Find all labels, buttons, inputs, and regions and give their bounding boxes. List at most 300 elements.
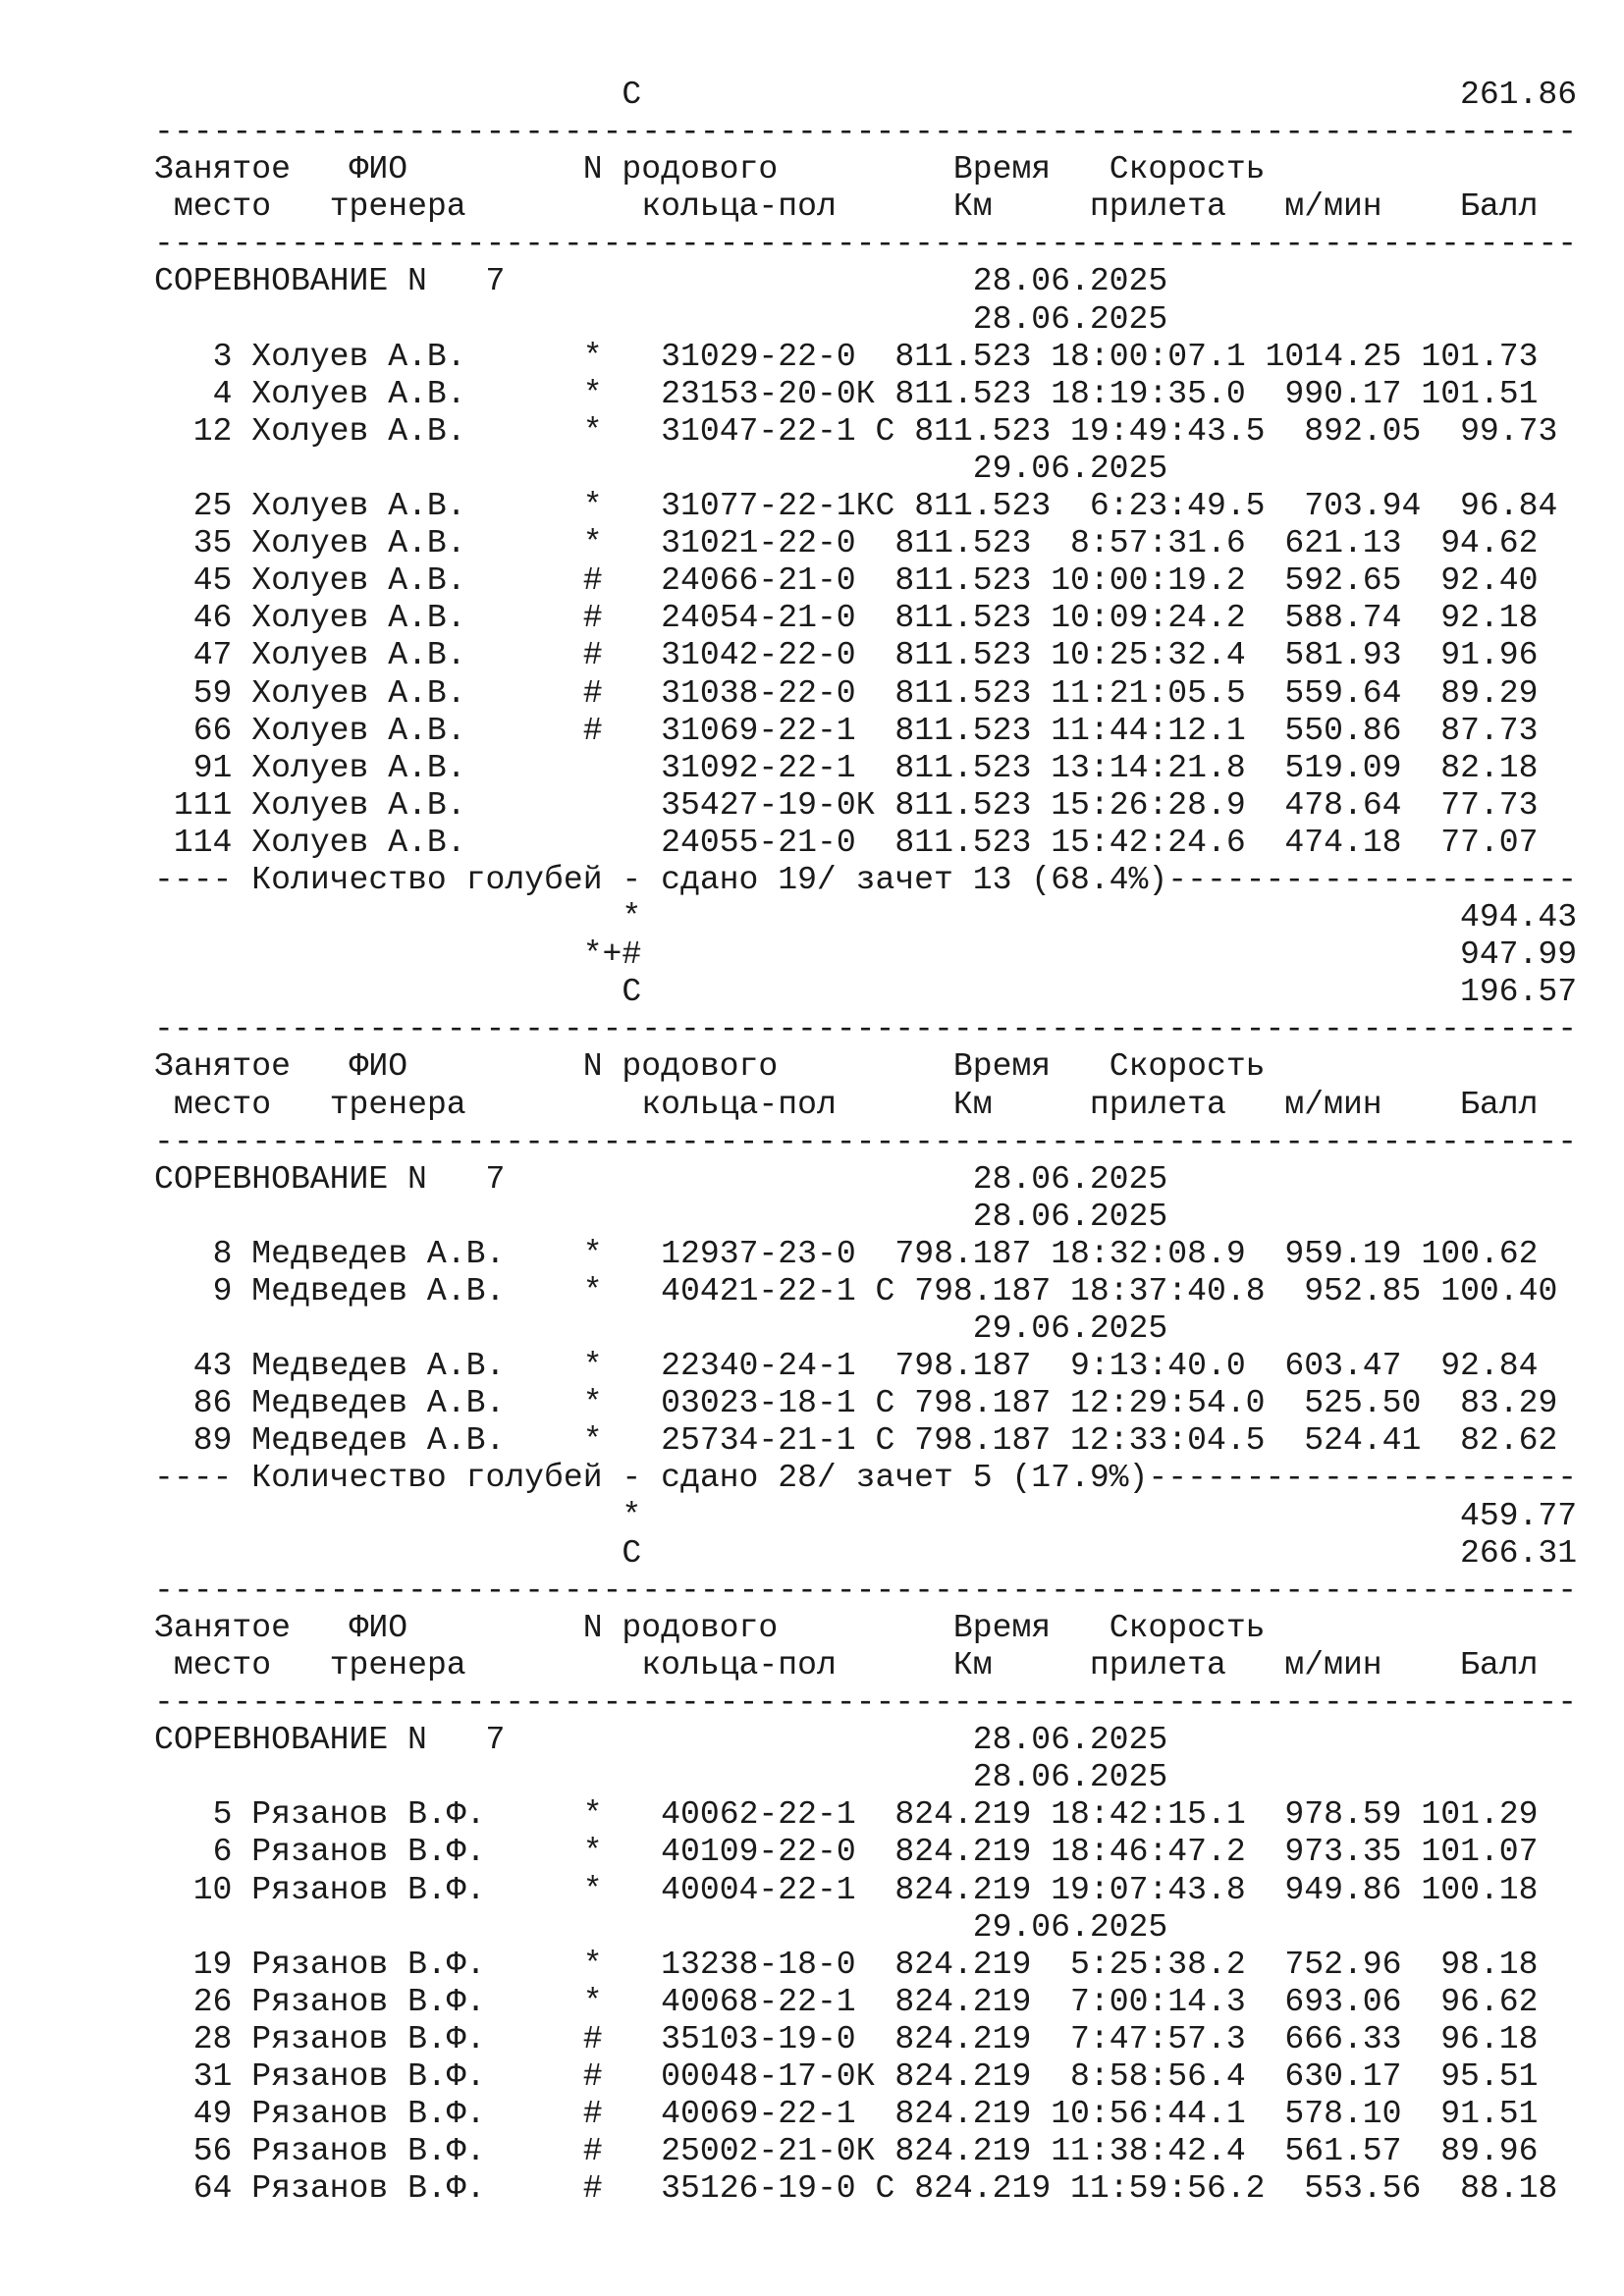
col-header-ring-2: кольца-пол bbox=[641, 1085, 837, 1123]
col-header-place: Занятое bbox=[154, 150, 291, 188]
total-code: С bbox=[622, 973, 642, 1011]
col-header-name-2: тренера bbox=[329, 187, 466, 226]
mark: * bbox=[582, 411, 603, 450]
distance-km: 811.523 bbox=[894, 337, 1032, 375]
arrival-time: 15:42:24.6 bbox=[1051, 823, 1246, 861]
distance-km: 811.523 bbox=[914, 487, 1052, 525]
speed: 553.56 bbox=[1304, 2169, 1422, 2208]
trainer-name: Холуев А.В. bbox=[251, 411, 466, 450]
speed: 474.18 bbox=[1284, 823, 1402, 861]
speed: 578.10 bbox=[1284, 2095, 1402, 2133]
trainer-name: Медведев А.В. bbox=[251, 1272, 506, 1309]
col-header-time: Время bbox=[952, 1608, 1052, 1646]
arrival-time: 8:58:56.4 bbox=[1070, 2056, 1246, 2095]
score: 77.73 bbox=[1440, 785, 1539, 824]
table-row bbox=[154, 412, 1577, 450]
col-header-time-2: прилета bbox=[1089, 187, 1226, 226]
ring-number: 40421-22-1 С bbox=[661, 1272, 895, 1309]
mark: * bbox=[582, 1347, 603, 1385]
speed: 973.35 bbox=[1284, 1833, 1402, 1871]
table-row bbox=[154, 2057, 1577, 2095]
arrival-time: 12:33:04.5 bbox=[1070, 1421, 1266, 1460]
distance-km: 811.523 bbox=[914, 411, 1052, 450]
separator-line: ------------------------------------------------------------------------- bbox=[154, 1122, 1578, 1160]
speed: 550.86 bbox=[1284, 711, 1402, 749]
distance-km: 798.187 bbox=[894, 1234, 1032, 1272]
table-row bbox=[154, 2095, 1577, 2132]
col-header-place: Занятое bbox=[154, 1047, 291, 1086]
distance-km: 811.523 bbox=[894, 823, 1032, 861]
table-row bbox=[154, 1946, 1577, 1983]
score: 83.29 bbox=[1460, 1384, 1558, 1422]
table-row bbox=[154, 1833, 1577, 1870]
col-header-score: Балл bbox=[1460, 187, 1539, 226]
competition-line bbox=[154, 1721, 1577, 1758]
col-header-name: ФИО bbox=[349, 1047, 408, 1086]
count-line: ---- Количество голубей - сдано 28/ зачет 5 (17.9%)---------------------- bbox=[154, 1459, 1578, 1497]
arrival-time: 15:26:28.9 bbox=[1051, 785, 1246, 824]
distance-km: 811.523 bbox=[894, 785, 1032, 824]
place: 31 bbox=[192, 2056, 233, 2095]
mark: # bbox=[582, 2019, 603, 2057]
mark: # bbox=[582, 2169, 603, 2208]
trainer-name: Холуев А.В. bbox=[251, 524, 466, 562]
mark: # bbox=[582, 599, 603, 637]
trainer-name: Рязанов В.Ф. bbox=[251, 1833, 486, 1871]
place: 49 bbox=[192, 2095, 233, 2133]
speed: 949.86 bbox=[1284, 1870, 1402, 1908]
place: 114 bbox=[173, 823, 233, 861]
count-value: 19/ зачет 13 (68.4%) bbox=[778, 860, 1168, 898]
speed: 666.33 bbox=[1284, 2019, 1402, 2057]
mark: # bbox=[582, 2095, 603, 2133]
ring-number: 23153-20-0К bbox=[661, 374, 876, 412]
trainer-name: Холуев А.В. bbox=[251, 785, 466, 824]
date: 29.06.2025 bbox=[972, 449, 1168, 487]
score: 101.07 bbox=[1421, 1833, 1539, 1871]
score: 100.62 bbox=[1421, 1234, 1539, 1272]
speed: 603.47 bbox=[1284, 1347, 1402, 1385]
table-header-line-2 bbox=[154, 1086, 1577, 1123]
total-line bbox=[154, 935, 1577, 973]
score: 92.40 bbox=[1440, 561, 1539, 600]
col-header-time: Время bbox=[952, 1047, 1052, 1086]
score: 101.29 bbox=[1421, 1795, 1539, 1834]
date-line bbox=[154, 450, 1577, 487]
table-row bbox=[154, 524, 1577, 561]
col-header-score: Балл bbox=[1460, 1085, 1539, 1123]
date-line bbox=[154, 1309, 1577, 1347]
score: 92.18 bbox=[1440, 599, 1539, 637]
col-header-km: Км bbox=[952, 1085, 993, 1123]
place: 64 bbox=[192, 2169, 233, 2208]
speed: 959.19 bbox=[1284, 1234, 1402, 1272]
total-line bbox=[154, 973, 1577, 1010]
total-value: 266.31 bbox=[1459, 1533, 1578, 1572]
total-value: 947.99 bbox=[1459, 935, 1578, 974]
score: 88.18 bbox=[1460, 2169, 1558, 2208]
arrival-time: 9:13:40.0 bbox=[1070, 1347, 1246, 1385]
arrival-time: 11:44:12.1 bbox=[1051, 711, 1246, 749]
date: 28.06.2025 bbox=[972, 1721, 1168, 1759]
date: 29.06.2025 bbox=[972, 1309, 1168, 1348]
ring-number: 35103-19-0 bbox=[661, 2019, 856, 2057]
speed: 592.65 bbox=[1284, 561, 1402, 600]
date-line bbox=[154, 1758, 1577, 1795]
header-total-line bbox=[154, 76, 1577, 113]
col-header-ring-2: кольца-пол bbox=[641, 187, 837, 226]
score: 101.73 bbox=[1421, 337, 1539, 375]
col-header-ring: N родового bbox=[582, 150, 779, 188]
ring-number: 25002-21-0К bbox=[661, 2132, 876, 2170]
trainer-name: Холуев А.В. bbox=[251, 487, 466, 525]
score: 87.73 bbox=[1440, 711, 1539, 749]
arrival-time: 11:21:05.5 bbox=[1051, 673, 1246, 712]
date: 28.06.2025 bbox=[972, 1197, 1168, 1235]
count-line: ---- Количество голубей - сдано 19/ зачет 13 (68.4%)--------------------- bbox=[154, 860, 1578, 898]
separator-line: ------------------------------------------------------------------------- bbox=[154, 113, 1578, 151]
date-line bbox=[154, 1908, 1577, 1946]
table-row bbox=[154, 1272, 1577, 1309]
ring-number: 31021-22-0 bbox=[661, 524, 856, 562]
mark: * bbox=[582, 374, 603, 412]
table-row bbox=[154, 338, 1577, 375]
speed: 588.74 bbox=[1284, 599, 1402, 637]
mark: * bbox=[582, 487, 603, 525]
distance-km: 824.219 bbox=[894, 2019, 1032, 2057]
place: 45 bbox=[192, 561, 233, 600]
place: 19 bbox=[192, 1945, 233, 1983]
place: 6 bbox=[212, 1833, 233, 1871]
ring-number: 35427-19-0К bbox=[661, 785, 876, 824]
distance-km: 811.523 bbox=[894, 636, 1032, 674]
col-header-ring: N родового bbox=[582, 1047, 779, 1086]
total-line bbox=[154, 1534, 1577, 1572]
table-header-line-1 bbox=[154, 1609, 1577, 1646]
trainer-name: Медведев А.В. bbox=[251, 1347, 506, 1385]
trainer-name: Холуев А.В. bbox=[251, 748, 466, 786]
ring-number: 31077-22-1КС bbox=[661, 487, 895, 525]
place: 10 bbox=[192, 1870, 233, 1908]
table-row bbox=[154, 674, 1577, 712]
total-code: С bbox=[622, 1533, 642, 1572]
ring-number: 31092-22-1 bbox=[661, 748, 856, 786]
table-row bbox=[154, 1795, 1577, 1833]
arrival-time: 10:56:44.1 bbox=[1051, 2095, 1246, 2133]
ring-number: 40068-22-1 bbox=[661, 1982, 856, 2020]
speed: 630.17 bbox=[1284, 2056, 1402, 2095]
score: 82.62 bbox=[1460, 1421, 1558, 1460]
speed: 524.41 bbox=[1304, 1421, 1422, 1460]
trainer-name: Рязанов В.Ф. bbox=[251, 1945, 486, 1983]
date: 28.06.2025 bbox=[972, 262, 1168, 300]
place: 56 bbox=[192, 2132, 233, 2170]
ring-number: 31042-22-0 bbox=[661, 636, 856, 674]
arrival-time: 10:09:24.2 bbox=[1051, 599, 1246, 637]
trainer-name: Рязанов В.Ф. bbox=[251, 2095, 486, 2133]
trainer-name: Холуев А.В. bbox=[251, 673, 466, 712]
score: 96.84 bbox=[1460, 487, 1558, 525]
score: 95.51 bbox=[1440, 2056, 1539, 2095]
col-header-place-2: место bbox=[173, 1085, 272, 1123]
total-value: 494.43 bbox=[1459, 898, 1578, 936]
mark bbox=[583, 786, 603, 824]
arrival-time: 19:49:43.5 bbox=[1070, 411, 1266, 450]
place: 111 bbox=[173, 785, 233, 824]
table-row bbox=[154, 749, 1577, 786]
distance-km: 811.523 bbox=[894, 561, 1032, 600]
place: 35 bbox=[192, 524, 233, 562]
col-header-speed: Скорость bbox=[1109, 1608, 1266, 1646]
speed: 978.59 bbox=[1284, 1795, 1402, 1834]
col-header-name: ФИО bbox=[349, 150, 408, 188]
col-header-km: Км bbox=[952, 187, 993, 226]
arrival-time: 11:59:56.2 bbox=[1070, 2169, 1266, 2208]
place: 66 bbox=[192, 711, 233, 749]
trainer-name: Холуев А.В. bbox=[251, 636, 466, 674]
place: 46 bbox=[192, 599, 233, 637]
ring-number: 40004-22-1 bbox=[661, 1870, 856, 1908]
col-header-score: Балл bbox=[1460, 1645, 1539, 1683]
place: 91 bbox=[192, 748, 233, 786]
table-row bbox=[154, 824, 1577, 861]
col-header-speed-2: м/мин bbox=[1284, 187, 1382, 226]
trainer-name: Холуев А.В. bbox=[251, 374, 466, 412]
speed: 519.09 bbox=[1284, 748, 1402, 786]
mark: # bbox=[582, 2132, 603, 2170]
mark bbox=[583, 749, 603, 786]
speed: 693.06 bbox=[1284, 1982, 1402, 2020]
distance-km: 824.219 bbox=[894, 1945, 1032, 1983]
arrival-time: 8:57:31.6 bbox=[1070, 524, 1246, 562]
arrival-time: 7:00:14.3 bbox=[1070, 1982, 1246, 2020]
table-row bbox=[154, 1384, 1577, 1421]
separator-line: ------------------------------------------------------------------------- bbox=[154, 1010, 1578, 1048]
table-row bbox=[154, 636, 1577, 673]
place: 43 bbox=[192, 1347, 233, 1385]
competition-line bbox=[154, 262, 1577, 299]
arrival-time: 10:25:32.4 bbox=[1051, 636, 1246, 674]
date-line bbox=[154, 300, 1577, 338]
score: 89.29 bbox=[1440, 673, 1539, 712]
distance-km: 811.523 bbox=[894, 748, 1032, 786]
trainer-name: Рязанов В.Ф. bbox=[251, 2019, 486, 2057]
col-header-ring-2: кольца-пол bbox=[641, 1645, 837, 1683]
table-row bbox=[154, 1983, 1577, 2020]
total-code: * bbox=[622, 1496, 642, 1534]
distance-km: 824.219 bbox=[894, 1795, 1032, 1834]
mark: # bbox=[582, 2056, 603, 2095]
ring-number: 40069-22-1 bbox=[661, 2095, 856, 2133]
mark: * bbox=[582, 1945, 603, 1983]
place: 86 bbox=[192, 1384, 233, 1422]
total-line bbox=[154, 1497, 1577, 1534]
mark: * bbox=[582, 1982, 603, 2020]
ring-number: 35126-19-0 С bbox=[661, 2169, 895, 2208]
arrival-time: 18:32:08.9 bbox=[1051, 1234, 1246, 1272]
date-line bbox=[154, 1198, 1577, 1235]
score: 101.51 bbox=[1421, 374, 1539, 412]
arrival-time: 19:07:43.8 bbox=[1051, 1870, 1246, 1908]
speed: 892.05 bbox=[1304, 411, 1422, 450]
place: 4 bbox=[212, 374, 233, 412]
mark bbox=[583, 824, 603, 861]
place: 5 bbox=[212, 1795, 233, 1834]
header-section-code: C bbox=[622, 76, 642, 113]
mark: * bbox=[582, 1795, 603, 1834]
distance-km: 811.523 bbox=[894, 599, 1032, 637]
place: 3 bbox=[212, 337, 233, 375]
score: 99.73 bbox=[1460, 411, 1558, 450]
arrival-time: 18:46:47.2 bbox=[1051, 1833, 1246, 1871]
trainer-name: Рязанов В.Ф. bbox=[251, 1795, 486, 1834]
distance-km: 798.187 bbox=[914, 1421, 1052, 1460]
score: 94.62 bbox=[1440, 524, 1539, 562]
mark: # bbox=[582, 561, 603, 600]
count-label: Количество голубей - сдано bbox=[251, 860, 759, 898]
place: 12 bbox=[192, 411, 233, 450]
separator-line: ------------------------------------------------------------------------- bbox=[154, 1683, 1578, 1722]
speed: 561.57 bbox=[1284, 2132, 1402, 2170]
trainer-name: Холуев А.В. bbox=[251, 823, 466, 861]
ring-number: 40062-22-1 bbox=[661, 1795, 856, 1834]
arrival-time: 6:23:49.5 bbox=[1089, 487, 1266, 525]
ring-number: 24055-21-0 bbox=[661, 823, 856, 861]
trainer-name: Медведев А.В. bbox=[251, 1421, 506, 1460]
distance-km: 798.187 bbox=[894, 1347, 1032, 1385]
ring-number: 00048-17-0К bbox=[661, 2056, 876, 2095]
table-header-line-1 bbox=[154, 150, 1577, 187]
speed: 703.94 bbox=[1304, 487, 1422, 525]
col-header-name-2: тренера bbox=[329, 1085, 466, 1123]
ring-number: 24066-21-0 bbox=[661, 561, 856, 600]
distance-km: 824.219 bbox=[914, 2169, 1052, 2208]
trainer-name: Медведев А.В. bbox=[251, 1234, 506, 1272]
col-header-time-2: прилета bbox=[1089, 1085, 1226, 1123]
trainer-name: Рязанов В.Ф. bbox=[251, 2169, 486, 2208]
total-value: 196.57 bbox=[1459, 973, 1578, 1011]
col-header-place: Занятое bbox=[154, 1608, 291, 1646]
total-line bbox=[154, 898, 1577, 935]
distance-km: 811.523 bbox=[894, 673, 1032, 712]
trainer-name: Холуев А.В. bbox=[251, 337, 466, 375]
trainer-name: Холуев А.В. bbox=[251, 711, 466, 749]
arrival-time: 18:37:40.8 bbox=[1070, 1272, 1266, 1309]
speed: 525.50 bbox=[1304, 1384, 1422, 1422]
table-row bbox=[154, 1871, 1577, 1908]
separator-line: ------------------------------------------------------------------------- bbox=[154, 1571, 1578, 1609]
distance-km: 798.187 bbox=[914, 1272, 1052, 1309]
mark: * bbox=[582, 524, 603, 562]
total-code: * bbox=[622, 898, 642, 936]
place: 25 bbox=[192, 487, 233, 525]
arrival-time: 12:29:54.0 bbox=[1070, 1384, 1266, 1422]
mark: * bbox=[582, 1870, 603, 1908]
distance-km: 811.523 bbox=[894, 374, 1032, 412]
arrival-time: 13:14:21.8 bbox=[1051, 748, 1246, 786]
speed: 559.64 bbox=[1284, 673, 1402, 712]
score: 89.96 bbox=[1440, 2132, 1539, 2170]
total-code: *+# bbox=[582, 935, 642, 974]
col-header-speed: Скорость bbox=[1109, 150, 1266, 188]
table-row bbox=[154, 1347, 1577, 1384]
arrival-time: 11:38:42.4 bbox=[1051, 2132, 1246, 2170]
arrival-time: 18:00:07.1 bbox=[1051, 337, 1246, 375]
table-row bbox=[154, 786, 1577, 824]
total-value: 459.77 bbox=[1459, 1496, 1578, 1534]
table-row bbox=[154, 561, 1577, 599]
mark: * bbox=[582, 1421, 603, 1460]
mark: * bbox=[582, 1272, 603, 1309]
distance-km: 824.219 bbox=[894, 1870, 1032, 1908]
mark: # bbox=[582, 673, 603, 712]
speed: 952.85 bbox=[1304, 1272, 1422, 1309]
distance-km: 824.219 bbox=[894, 2132, 1032, 2170]
table-row bbox=[154, 487, 1577, 524]
col-header-place-2: место bbox=[173, 1645, 272, 1683]
col-header-speed-2: м/мин bbox=[1284, 1645, 1382, 1683]
score: 92.84 bbox=[1440, 1347, 1539, 1385]
ring-number: 31029-22-0 bbox=[661, 337, 856, 375]
ring-number: 25734-21-1 С bbox=[661, 1421, 895, 1460]
col-header-name: ФИО bbox=[349, 1608, 408, 1646]
distance-km: 811.523 bbox=[894, 711, 1032, 749]
table-row bbox=[154, 2020, 1577, 2057]
place: 28 bbox=[192, 2019, 233, 2057]
trainer-name: Медведев А.В. bbox=[251, 1384, 506, 1422]
results-report bbox=[154, 76, 1577, 2207]
distance-km: 824.219 bbox=[894, 2056, 1032, 2095]
header-section-value: 261.86 bbox=[1459, 76, 1578, 113]
score: 98.18 bbox=[1440, 1945, 1539, 1983]
table-row bbox=[154, 599, 1577, 636]
ring-number: 13238-18-0 bbox=[661, 1945, 856, 1983]
ring-number: 22340-24-1 bbox=[661, 1347, 856, 1385]
table-header-line-1 bbox=[154, 1047, 1577, 1085]
date: 28.06.2025 bbox=[972, 1758, 1168, 1796]
col-header-time: Время bbox=[952, 150, 1052, 188]
arrival-time: 5:25:38.2 bbox=[1070, 1945, 1246, 1983]
count-value: 28/ зачет 5 (17.9%) bbox=[778, 1459, 1149, 1497]
score: 96.18 bbox=[1440, 2019, 1539, 2057]
ring-number: 31038-22-0 bbox=[661, 673, 856, 712]
trainer-name: Рязанов В.Ф. bbox=[251, 1982, 486, 2020]
competition-title: СОРЕВНОВАНИЕ N 7 bbox=[154, 262, 506, 300]
arrival-time: 7:47:57.3 bbox=[1070, 2019, 1246, 2057]
competition-line bbox=[154, 1160, 1577, 1198]
date: 28.06.2025 bbox=[972, 1159, 1168, 1198]
speed: 752.96 bbox=[1284, 1945, 1402, 1983]
score: 91.51 bbox=[1440, 2095, 1539, 2133]
col-header-speed: Скорость bbox=[1109, 1047, 1266, 1086]
score: 91.96 bbox=[1440, 636, 1539, 674]
score: 82.18 bbox=[1440, 748, 1539, 786]
col-header-name-2: тренера bbox=[329, 1645, 466, 1683]
place: 8 bbox=[212, 1234, 233, 1272]
table-row bbox=[154, 375, 1577, 412]
place: 89 bbox=[192, 1421, 233, 1460]
col-header-place-2: место bbox=[173, 187, 272, 226]
score: 100.40 bbox=[1440, 1272, 1558, 1309]
mark: * bbox=[582, 1384, 603, 1422]
ring-number: 03023-18-1 С bbox=[661, 1384, 895, 1422]
col-header-km: Км bbox=[952, 1645, 993, 1683]
table-row bbox=[154, 1235, 1577, 1272]
trainer-name: Холуев А.В. bbox=[251, 561, 466, 600]
table-row bbox=[154, 2169, 1577, 2207]
distance-km: 798.187 bbox=[914, 1384, 1052, 1422]
table-header-line-2 bbox=[154, 187, 1577, 225]
